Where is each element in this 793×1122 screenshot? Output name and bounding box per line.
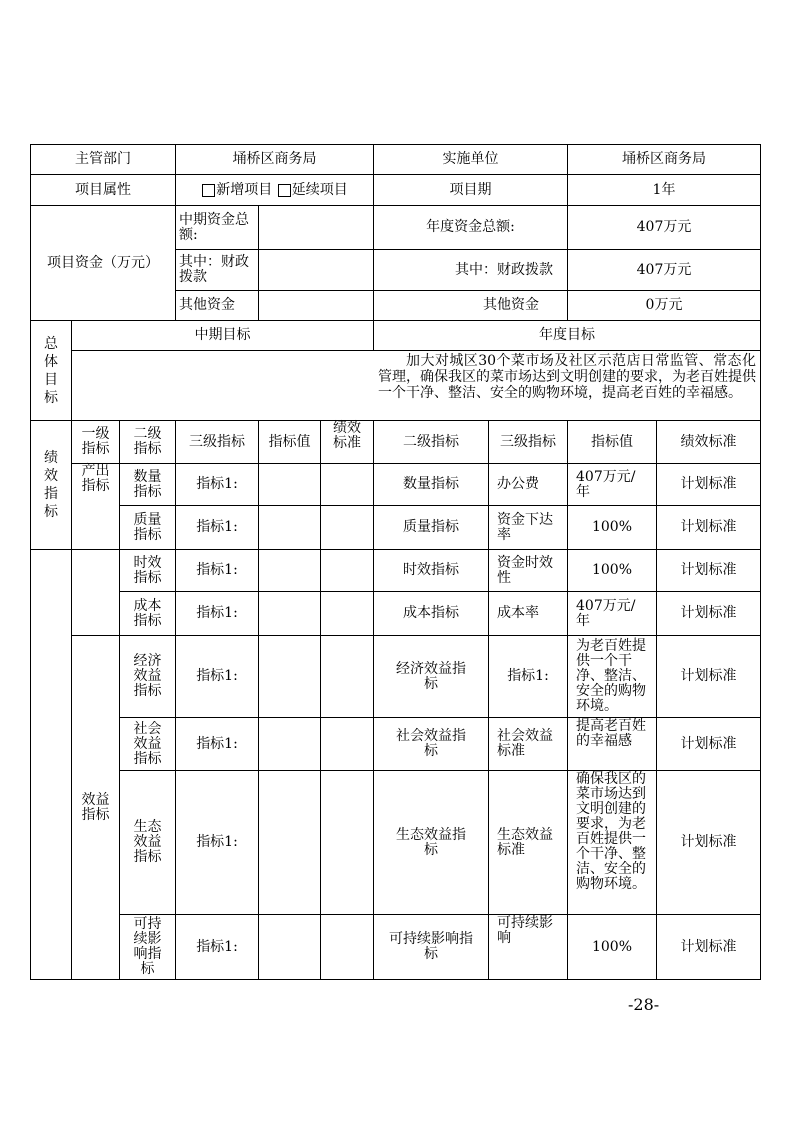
row-l2: 质量指标: [133, 511, 162, 543]
row-rs: 计划标准: [680, 476, 737, 492]
row-r2: 数量指标: [403, 476, 459, 492]
annual-total-value: 407万元: [636, 219, 692, 235]
h-level1: 一级指标: [81, 426, 110, 457]
row-l2: 生态效益指标: [133, 819, 162, 865]
row-rs: 计划标准: [680, 834, 737, 850]
row-l3: 指标1:: [196, 735, 238, 752]
h2-level3: 三级指标: [500, 433, 556, 450]
group-output: 产出指标: [81, 463, 110, 494]
dept-label: 主管部门: [75, 151, 131, 167]
row-r2: 质量指标: [403, 519, 459, 535]
page-number: -28-: [628, 995, 660, 1014]
row-rv: 确保我区的菜市场达到文明创建的要求，为老百姓提供一个干净、整洁、安全的购物环境。: [576, 771, 646, 892]
row-r3: 资金时效性: [497, 554, 553, 586]
row-r3: 社会效益标准: [497, 728, 553, 759]
row-r3: 办公费: [497, 476, 539, 492]
mid-goal-label: 中期目标: [194, 327, 251, 343]
row-r2: 社会效益指标: [396, 728, 466, 759]
row-l3: 指标1:: [196, 668, 238, 684]
row-rv: 提高老百姓的幸福感: [576, 718, 646, 749]
row-rs: 计划标准: [680, 735, 737, 752]
row-r3: 成本率: [497, 605, 539, 621]
h-value: 指标值: [268, 433, 311, 450]
impl-label: 实施单位: [442, 151, 499, 167]
row-l2: 时效指标: [133, 554, 162, 586]
new-project-checkbox[interactable]: [202, 184, 215, 197]
perf-label: 绩效指标: [44, 450, 58, 520]
annual-goal-label: 年度目标: [539, 327, 595, 343]
row-r2: 生态效益指标: [396, 826, 466, 858]
mid-other-label: 其他资金: [179, 297, 235, 313]
new-project-label: 新增项目: [216, 181, 273, 198]
attr-options: [176, 175, 373, 205]
continue-project-checkbox[interactable]: [278, 184, 291, 197]
annual-total-label: 年度资金总额:: [426, 219, 515, 235]
row-l3: 指标1:: [196, 519, 238, 535]
row-r3: 生态效益标准: [497, 826, 553, 858]
row-rv: 407万元/年: [576, 597, 636, 629]
annual-other-label: 其他资金: [483, 297, 539, 313]
mid-fiscal-label: 其中：财政拨款: [179, 254, 249, 285]
period-label: 项目期: [449, 181, 492, 198]
row-r2: 时效指标: [403, 562, 459, 578]
row-rv: 100%: [591, 562, 633, 578]
attr-label: 项目属性: [75, 181, 131, 198]
row-rs: 计划标准: [680, 519, 737, 535]
h2-value: 指标值: [591, 433, 633, 450]
h-standard: 绩效标准: [333, 420, 361, 451]
row-r3: 指标1:: [507, 668, 549, 684]
annual-goal-text: 加大对城区30个菜市场及社区示范店日常监管、常态化管理，确保我区的菜市场达到文明创建的要求，为老百姓提供一个干净、整洁、安全的购物环境，提高老百姓的幸福感。: [378, 353, 756, 401]
annual-fiscal-value: 407万元: [636, 261, 692, 278]
h-level3: 三级指标: [189, 433, 245, 450]
group-benefit: 效益指标: [81, 791, 110, 823]
row-r2: 成本指标: [403, 605, 459, 621]
row-rs: 计划标准: [680, 668, 737, 684]
row-rv: 为老百姓提供一个干净、整洁、安全的购物环境。: [576, 638, 646, 714]
row-rv: 100%: [591, 519, 633, 535]
row-l3: 指标1:: [196, 476, 238, 492]
row-l3: 指标1:: [196, 938, 238, 955]
h2-level2: 二级指标: [403, 433, 459, 450]
period-value: 1年: [652, 181, 676, 198]
row-l3: 指标1:: [196, 605, 238, 621]
mid-total-label: 中期资金总额:: [179, 211, 249, 243]
row-r2: 经济效益指标: [396, 660, 466, 692]
row-rs: 计划标准: [680, 938, 737, 955]
row-r3: 资金下达率: [497, 511, 553, 543]
impl-value: 埇桥区商务局: [622, 151, 706, 167]
row-l3: 指标1:: [196, 562, 238, 578]
row-r3: 可持续影响: [497, 915, 553, 946]
row-rv: 407万元/年: [576, 468, 636, 500]
row-l2: 可持续影响指标: [133, 916, 162, 977]
row-rs: 计划标准: [680, 605, 737, 621]
continue-project-label: 延续项目: [291, 181, 348, 198]
h2-standard: 绩效标准: [680, 433, 737, 450]
row-l2: 数量指标: [133, 468, 162, 500]
dept-value: 埇桥区商务局: [232, 151, 317, 167]
h-level2: 二级指标: [133, 426, 162, 457]
goals-label: 总体目标: [44, 335, 58, 406]
funds-label: 项目资金（万元）: [47, 254, 159, 271]
annual-fiscal-label: 其中：财政拨款: [455, 261, 553, 278]
row-rs: 计划标准: [680, 562, 737, 578]
row-l3: 指标1:: [196, 834, 238, 850]
annual-other-value: 0万元: [645, 297, 683, 313]
row-l2: 成本指标: [133, 597, 162, 629]
row-l2: 社会效益指标: [133, 720, 162, 767]
row-r2: 可持续影响指标: [389, 931, 473, 962]
row-l2: 经济效益指标: [133, 653, 162, 699]
row-rv: 100%: [591, 938, 633, 955]
